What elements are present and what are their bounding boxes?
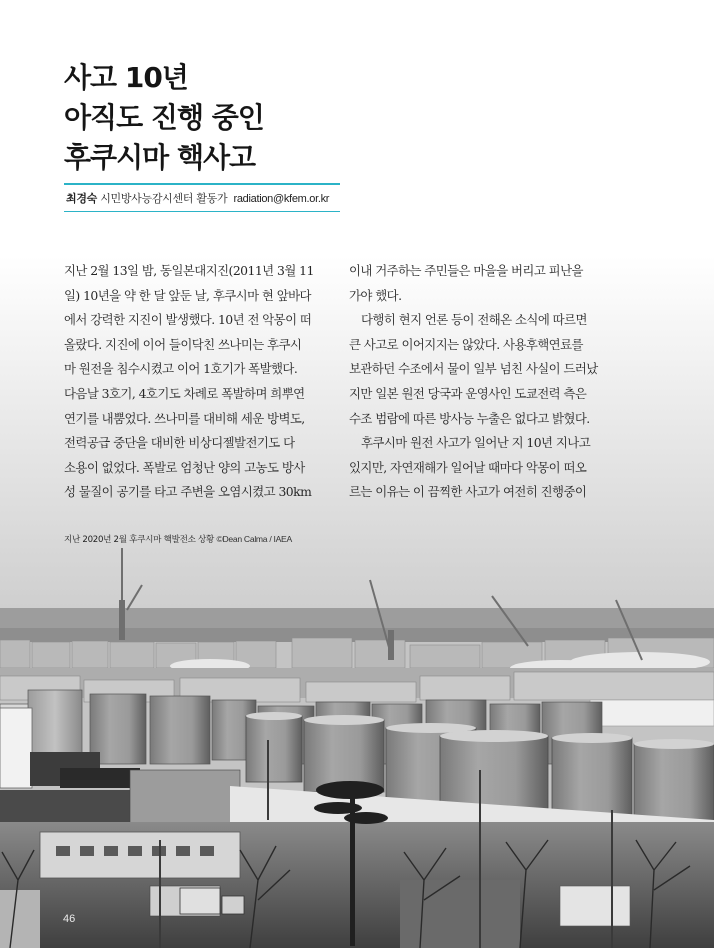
- body-line: 소용이 없었다. 폭발로 엄청난 양의 고농도 방사: [64, 459, 305, 475]
- body-line: 연기를 내뿜었다. 쓰나미를 대비해 세운 방벽도,: [64, 410, 305, 426]
- caption-credit: ©Dean Calma / IAEA: [216, 534, 292, 544]
- body-line: 르는 이유는 이 끔찍한 사고가 여전히 진행중이: [349, 484, 587, 500]
- body-column-right: [349, 259, 619, 505]
- body-line: 이내 거주하는 주민들은 마을을 버리고 피난을: [349, 263, 583, 278]
- body-line: 일) 10년을 약 한 달 앞둔 날, 후쿠시마 현 앞바다: [64, 287, 311, 303]
- author-name: 최경숙: [66, 192, 97, 205]
- author-affiliation: 시민방사능감시센터 활동가: [100, 192, 228, 205]
- body-line: 마 원전을 침수시켰고 이어 1호기가 폭발했다.: [64, 361, 298, 377]
- body-column-left: [64, 259, 334, 505]
- body-line: 성 물질이 공기를 타고 주변을 오염시켰고 30km: [64, 484, 312, 500]
- body-line: 지만 일본 원전 당국과 운영사인 도쿄전력 측은: [349, 385, 587, 401]
- body-line: 있지만, 자연재해가 일어날 때마다 악몽이 떠오: [349, 459, 587, 475]
- body-line: 보관하던 수조에서 물이 일부 넘친 사실이 드러났: [349, 361, 598, 377]
- photo-caption: [64, 533, 292, 545]
- body-line: 지난 2월 13일 밤, 동일본대지진(2011년 3월 11: [64, 263, 314, 278]
- article-title: [64, 58, 264, 178]
- title-line-2: 아직도 진행 중인: [64, 101, 264, 134]
- title-line-1: 사고 10년: [64, 61, 188, 94]
- body-line: 올랐다. 지진에 이어 들이닥친 쓰나미는 후쿠시: [64, 336, 302, 352]
- byline-rule-bottom: [64, 211, 340, 212]
- body-line: 수조 범람에 따른 방사능 누출은 없다고 밝혔다.: [349, 410, 590, 426]
- body-line: 가야 했다.: [349, 287, 402, 303]
- body-line: 다음날 3호기, 4호기도 차례로 폭발하며 희뿌연: [64, 385, 305, 401]
- body-line: 다행히 현지 언론 등이 전해온 소식에 따르면: [361, 312, 587, 328]
- byline-rule-top: [64, 183, 340, 185]
- caption-text: 지난 2020년 2월 후쿠시마 핵발전소 상황: [64, 535, 215, 545]
- byline: [66, 190, 329, 206]
- author-email[interactable]: radiation@kfem.or.kr: [233, 193, 330, 205]
- body-line: 에서 강력한 지진이 발생했다. 10년 전 악몽이 떠: [64, 312, 312, 328]
- body-line: 후쿠시마 원전 사고가 일어난 지 10년 지나고: [361, 435, 591, 451]
- body-line: 전력공급 중단을 대비한 비상디젤발전기도 다: [64, 435, 295, 451]
- title-line-3: 후쿠시마 핵사고: [64, 141, 256, 174]
- page-number: 46: [63, 913, 76, 925]
- body-line: 큰 사고로 이어지지는 않았다. 사용후핵연료를: [349, 336, 583, 352]
